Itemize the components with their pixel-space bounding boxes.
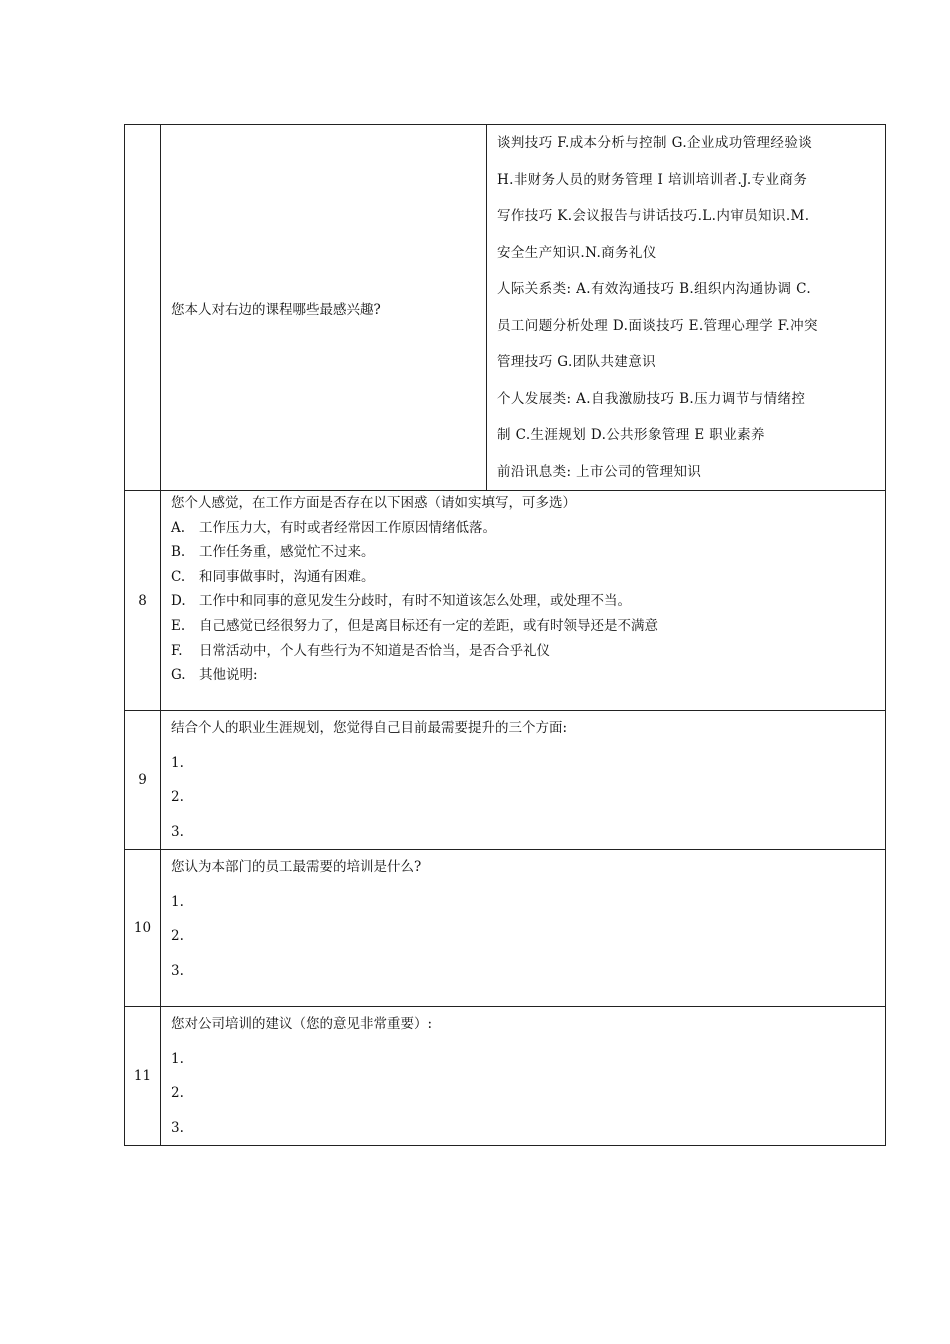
option-letter: D. <box>171 593 186 610</box>
option-text: 工作任务重，感觉忙不过来。 <box>199 544 375 561</box>
option-line: 写作技巧 K.会议报告与讲话技巧.L.内审员知识.M. <box>497 208 810 224</box>
option-line: 管理技巧 G.团队共建意识 <box>497 354 657 370</box>
option-text: 日常活动中，个人有些行为不知道是否恰当，是否合乎礼仪 <box>199 642 550 659</box>
answer-line: 1. <box>171 893 184 910</box>
option-letter: A. <box>171 519 186 536</box>
option-line: 安全生产知识.N.商务礼仪 <box>497 244 657 261</box>
option-letter: C. <box>171 568 186 585</box>
option-line: H.非财务人员的财务管理 I 培训培训者.J.专业商务 <box>497 171 808 188</box>
question-label: 您认为本部门的员工最需要的培训是什么? <box>171 859 422 875</box>
question-cell <box>161 1007 886 1146</box>
answer-line: 2. <box>171 928 184 944</box>
option-text: 工作压力大，有时或者经常因工作原因情绪低落。 <box>199 519 496 536</box>
answer-line: 2. <box>171 1085 184 1101</box>
question-cell <box>161 491 886 711</box>
answer-line: 2. <box>171 789 184 805</box>
option-line <box>171 565 875 590</box>
row-number: 8 <box>125 491 161 711</box>
course-options <box>487 125 886 491</box>
question-label: 您对公司培训的建议（您的意见非常重要）: <box>171 1016 433 1032</box>
question-cell <box>161 711 886 850</box>
row-number: 9 <box>125 711 161 850</box>
option-text: 工作中和同事的意见发生分歧时，有时不知道该怎么处理，或处理不当。 <box>199 593 631 610</box>
row-number <box>125 125 161 491</box>
question-label: 您个人感觉，在工作方面是否存在以下困惑（请如实填写，可多选） <box>171 495 576 511</box>
answer-line: 3. <box>171 1119 184 1136</box>
option-line: 谈判技巧 F.成本分析与控制 G.企业成功管理经验谈 <box>497 135 813 151</box>
option-letter: E. <box>171 617 186 634</box>
question-cell <box>161 850 886 1007</box>
option-line <box>171 516 875 541</box>
table-row <box>125 1007 886 1146</box>
option-text: 其他说明: <box>199 667 258 684</box>
option-text: 和同事做事时，沟通有困难。 <box>199 568 375 585</box>
option-line <box>171 663 875 688</box>
option-line <box>171 589 875 614</box>
question-label: 您本人对右边的课程哪些最感兴趣? <box>171 301 381 318</box>
answer-line: 1. <box>171 1050 184 1067</box>
row-number: 10 <box>125 850 161 1007</box>
table-row <box>125 491 886 711</box>
option-line <box>171 540 875 565</box>
option-line <box>171 614 875 639</box>
option-line <box>171 639 875 664</box>
row-number: 11 <box>125 1007 161 1146</box>
option-line: 前沿讯息类: 上市公司的管理知识 <box>497 463 702 480</box>
option-text: 自己感觉已经很努力了，但是离目标还有一定的差距，或有时领导还是不满意 <box>199 617 658 634</box>
question-text <box>161 125 487 491</box>
table-row <box>125 711 886 850</box>
option-letter: G. <box>171 667 186 684</box>
option-letter: F. <box>171 642 183 659</box>
option-line: 个人发展类: A.自我激励技巧 B.压力调节与情绪控 <box>497 390 806 407</box>
table-row <box>125 125 886 491</box>
survey-table <box>124 124 886 1146</box>
option-letter: B. <box>171 544 186 561</box>
question-label: 结合个人的职业生涯规划，您觉得自己目前最需要提升的三个方面: <box>171 720 568 736</box>
answer-line: 3. <box>171 962 184 979</box>
answer-line: 3. <box>171 823 184 840</box>
option-line: 员工问题分析处理 D.面谈技巧 E.管理心理学 F.冲突 <box>497 317 818 334</box>
table-row <box>125 850 886 1007</box>
answer-line: 1. <box>171 754 184 771</box>
option-line: 人际关系类: A.有效沟通技巧 B.组织内沟通协调 C. <box>497 281 812 297</box>
option-line: 制 C.生涯规划 D.公共形象管理 E 职业素养 <box>497 427 765 443</box>
